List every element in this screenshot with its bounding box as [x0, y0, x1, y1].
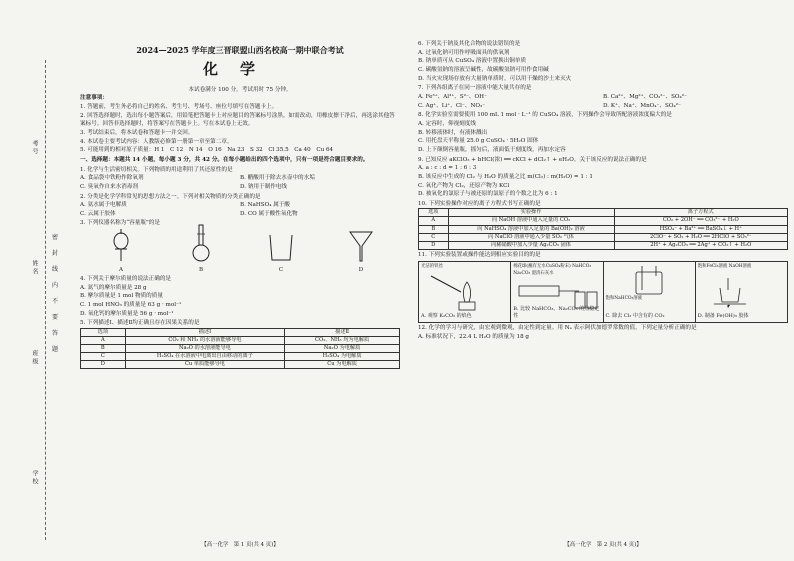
apparatus-d	[348, 230, 374, 274]
flame-test-icon	[421, 272, 509, 312]
option-d: D. CO 属于酸性氧化物	[240, 210, 298, 217]
figure-caption: C. 除去 Cl₂ 中含有的 CO₂	[605, 313, 665, 320]
name-label: 姓名	[31, 260, 38, 276]
table-cell: 2H⁺ + Ag₂CO₃ ══ 2Ag⁺ + CO₂↑ + H₂O	[614, 241, 787, 249]
question-7-stem: 7. 下列各组离子在同一溶液中能大量共存的是	[418, 85, 532, 92]
gas-washing-bottle-icon	[606, 264, 694, 296]
page-footer: 【高一化学 第 2 页(共 4 页)】	[564, 541, 642, 548]
beaker-icon	[266, 232, 296, 262]
option-b: B. 钠单质可从 CuSO₄ 溶液中置换出铜单质	[418, 58, 527, 65]
notice-item: 1. 答题前，考生务必将自己的姓名、考生号、考场号、座位号填写在答题卡上。	[80, 103, 278, 110]
table-cell: H₂SO₄ 在水溶液中电离出自由移动的离子	[125, 353, 285, 361]
seal-words	[52, 230, 58, 358]
table-cell: 2ClO⁻ + SO₂ + H₂O ══ 2HClO + SO₃²⁻	[614, 233, 787, 241]
figure-b	[511, 262, 603, 322]
apparatus-label: B	[198, 266, 204, 273]
option-a: A. 氮气的摩尔质量是 28 g	[80, 284, 147, 291]
table-cell: CO₂、NH₃ 均为电解质	[285, 337, 400, 345]
seal-word: 内	[52, 282, 59, 289]
option-b: B. 醋酸用于除去水壶中的水垢	[240, 175, 315, 182]
table-row	[419, 241, 788, 249]
question-7-options	[418, 93, 788, 102]
score-line: 本试卷满分 100 分，考试用时 75 分钟。	[188, 86, 292, 93]
seal-word: 答	[52, 330, 59, 337]
heating-apparatus-icon	[698, 276, 786, 310]
table-cell: 向 NaHSO₄ 溶液中加入足量的 Ba(OH)₂ 溶液	[448, 225, 614, 233]
notice-item: 3. 考试结束后，将本试卷和答题卡一并交回。	[80, 129, 194, 136]
question-5-stem: 5. 下列描述Ⅰ、描述Ⅱ均正确且存在因果关系的是	[80, 320, 200, 327]
option-d: D. K⁺、Na⁺、MnO₄⁻、SO₄²⁻	[603, 102, 681, 109]
page-footer: 【高一化学 第 1 页(共 4 页)】	[201, 541, 279, 548]
table-cell: Na₂O 为电解质	[285, 345, 400, 353]
figure-d	[696, 262, 787, 322]
question-1-options-row2	[80, 183, 400, 192]
table-header: 选项	[419, 209, 449, 217]
seal-word: 要	[52, 314, 59, 321]
table-row	[419, 225, 788, 233]
volumetric-flask-icon	[188, 224, 214, 262]
table-row	[419, 233, 788, 241]
option-a: A. Fe³⁺、Al³⁺、S²⁻、OH⁻	[418, 93, 487, 100]
option-c: C. 云属于胶体	[80, 210, 116, 217]
table-cell: A	[419, 217, 449, 225]
option-a: A. 过氧化钠可用作呼吸面具的供氧剂	[418, 49, 510, 56]
option-c: C. 臭氧作自来水消毒剂	[80, 183, 138, 190]
apparatus-c	[266, 232, 296, 274]
table-cell: Cu 为电解质	[285, 361, 400, 369]
question-11-stem: 11. 下列实验装置或操作能达到相应实验目的的是	[418, 251, 541, 258]
figure-caption: D. 制备 Fe(OH)₃ 胶体	[697, 313, 749, 320]
table-cell: Na₂O 的水溶液能导电	[125, 345, 285, 353]
table-header: 描述Ⅱ	[285, 329, 400, 337]
option-b: B. 摩尔质量是 1 mol 物质的质量	[80, 293, 163, 300]
seal-word: 封	[52, 250, 59, 257]
table-cell: B	[81, 345, 126, 353]
option-d: D. 氧化钙的摩尔质量是 56 g · mol⁻¹	[80, 310, 174, 317]
question-6-stem: 6. 下列关于钠及其化合物的说法错误的是	[418, 41, 521, 47]
table-cell: C	[81, 353, 126, 361]
table-row	[419, 217, 788, 225]
option-d: D. 被氧化的氯原子与被还原的氯原子的个数之比为 6 : 1	[418, 191, 558, 198]
notice-item: 5. 可能用到的相对原子质量：H 1 C 12 N 14 O 16 Na 23 S 32 Cl 35.5 Ca 40 Cu 64	[80, 147, 334, 154]
notice-item: 4. 本试卷主要考试内容：人教版必修第一册第一章至第二章。	[80, 138, 233, 145]
option-b: B. 该反应中生成的 Cl₂ 与 H₂O 的质量之比 m(Cl₂) : m(H₂O) = 1 : 1	[418, 173, 593, 180]
question-10-stem: 10. 下列实验操作对应的离子方程式书写正确的是	[418, 200, 541, 207]
notice-list	[80, 103, 400, 155]
exam-number-label: 考号	[31, 140, 38, 156]
question-11-figures	[418, 261, 788, 323]
table-row	[81, 353, 400, 361]
option-a: A. a : c : d = 1 : 6 : 3	[418, 165, 477, 172]
option-d: D. 钠用于制作电线	[240, 183, 287, 190]
separatory-funnel-icon	[106, 228, 136, 262]
question-9-stem: 9. 已知反应 aKClO₃ + bHCl(浓) ══ cKCl + dCl₂↑ + eH₂O。关于该反应的说法正确的是	[418, 156, 647, 163]
table-header: 离子方程式	[614, 209, 787, 217]
figure-a	[419, 262, 511, 322]
table-header: 描述Ⅰ	[125, 329, 285, 337]
table-row	[81, 361, 400, 369]
option-c: C. Ag⁺、Li⁺、Cl⁻、NO₃⁻	[418, 102, 486, 109]
option-a: A. 食品袋中铁粉作除氧剂	[80, 175, 144, 182]
question-2-options	[80, 201, 400, 210]
seal-dashed-line	[45, 60, 46, 540]
apparatus-label: A	[119, 266, 123, 273]
question-4-stem: 4. 下列关于摩尔质量的说法正确的是	[80, 276, 172, 283]
class-label: 班级	[31, 350, 38, 366]
option-c: C. 用托盘天平称量 25.0 g CuSO₄ · 5H₂O 固体	[418, 138, 539, 145]
table-header-row	[419, 209, 788, 217]
seal-word: 不	[52, 298, 59, 305]
table-row	[81, 337, 400, 345]
table-cell: D	[419, 241, 449, 249]
option-d: D. 当火灾现场存放有大量钠单质时，可以用干燥的沙土来灭火	[418, 75, 572, 82]
page-2	[418, 40, 788, 555]
figure-label: 饱和FeCl₃溶液 NaOH溶液	[697, 264, 752, 270]
table-cell: 向 NaOH 溶液中通入足量的 CO₂	[448, 217, 614, 225]
seal-word: 密	[52, 234, 59, 241]
option-a: A. 标准状况下，22.4 L H₂O 的质量为 18 g	[418, 333, 529, 340]
option-c: C. 1 mol HNO₃ 的质量是 63 g · mol⁻¹	[80, 302, 182, 309]
figure-caption: A. 观察 K₂CO₃ 的焰色	[421, 313, 472, 320]
option-a: A. 氨水属于电解质	[80, 202, 127, 209]
option-b: B. Ca²⁺、Mg²⁺、CO₃²⁻、SO₄²⁻	[603, 93, 687, 100]
question-8-stem: 8. 化学实验室需要使用 100 mL 1 mol · L⁻¹ 的 CuSO₄ 溶液，下列操作会导致所配溶液浓度偏大的是	[418, 112, 672, 119]
page-1	[80, 40, 400, 555]
table-cell: B	[419, 225, 449, 233]
apparatus-row	[80, 230, 400, 274]
option-d: D. 上下颠倒容量瓶，摇匀后，液面低于刻度线，再加水定容	[418, 146, 566, 153]
table-header: 选项	[81, 329, 126, 337]
binding-margin	[0, 0, 72, 561]
table-cell: Cu 单质能够导电	[125, 361, 285, 369]
funnel-icon	[348, 230, 374, 262]
table-cell: CO₂ 和 NH₃ 的水溶液能够导电	[125, 337, 285, 345]
table-cell: C	[419, 233, 449, 241]
option-c: C. 氧化产物为 Cl₂，还原产物为 KCl	[418, 182, 510, 189]
table-cell: D	[81, 361, 126, 369]
question-3-stem: 3. 下列仪器名称为“容量瓶”的是	[80, 220, 160, 227]
table-cell: H₂SO₄ 为电解质	[285, 353, 400, 361]
figure-label: 光洁的铁丝	[421, 264, 443, 270]
school-label: 学校	[31, 470, 38, 486]
table-cell: 向 NaClO 溶液中通入少量 SO₂ 气体	[448, 233, 614, 241]
table-cell: 向稀硝酸中加入少量 Ag₂CO₃ 固体	[448, 241, 614, 249]
notice-heading: 注意事项：	[80, 95, 108, 102]
question-7-options-row2	[418, 102, 788, 111]
option-b: B. 转移液体时，有液体溅出	[418, 129, 488, 136]
exam-title: 2024—2025 学年度三晋联盟山西名校高一期中联合考试	[136, 45, 344, 55]
question-5-table	[80, 328, 400, 369]
table-header: 实验操作	[448, 209, 614, 217]
seal-word: 线	[52, 266, 59, 273]
question-12-stem: 12. 化学的学习与研究，由宏观到微观，由定性到定量。用 Nₐ 表示阿伏加德罗常数的值，下列定量分析正确的是	[418, 325, 697, 332]
table-cell: HSO₄⁻ + Ba²⁺ ══ BaSO₄↓ + H⁺	[614, 225, 787, 233]
figure-c	[604, 262, 696, 322]
figure-label: 棉花球(蘸有无水CuSO₄粉末) NaHCO₃ Na₂CO₃ 澄清石灰水	[513, 264, 592, 277]
figure-caption: B. 比较 NaHCO₃、Na₂CO₃ 的热稳定性	[513, 305, 600, 320]
apparatus-b	[188, 224, 214, 274]
apparatus-a	[106, 228, 136, 274]
section-heading: 一、选择题：本题共 14 小题，每小题 3 分，共 42 分。在每小题给出的四个选项中，只有一项是符合题目要求的。	[80, 156, 369, 163]
table-cell: CO₂ + 2OH⁻ ══ CO₃²⁻ + H₂O	[614, 217, 787, 225]
notice-item: 2. 回答选择题时，选出每小题答案后，用铅笔把答题卡上对应题目的答案标号涂黑。如需改动，用橡皮擦干净后，再选涂其他答案标号。回答非选择题时，将答案写在答题卡上。写在本试卷上无效。	[80, 112, 395, 128]
table-header-row	[81, 329, 400, 337]
figure-label: 饱和NaHCO₃溶液	[605, 296, 643, 302]
subject-title: 化学	[202, 60, 277, 79]
question-2-options-row2	[80, 210, 400, 219]
option-b: B. NaHSO₄ 属于酸	[240, 202, 290, 209]
seal-word: 题	[52, 346, 59, 353]
apparatus-label: C	[278, 266, 284, 273]
question-10-table	[418, 208, 788, 249]
option-a: A. 定容时，仰视刻度线	[418, 120, 476, 127]
table-row	[81, 345, 400, 353]
option-c: C. 碳酸氢钠的溶液呈碱性，故碳酸氢钠可用作食用碱	[418, 66, 549, 73]
apparatus-label: D	[358, 266, 364, 273]
question-1-options	[80, 174, 400, 183]
table-cell: A	[81, 337, 126, 345]
question-2-stem: 2. 分类是化学学科常见的思想方法之一。下列对相关物质的分类正确的是	[80, 193, 261, 200]
question-1-stem: 1. 化学与生活密切相关。下列物质的用途利用了其还原性的是	[80, 166, 233, 173]
